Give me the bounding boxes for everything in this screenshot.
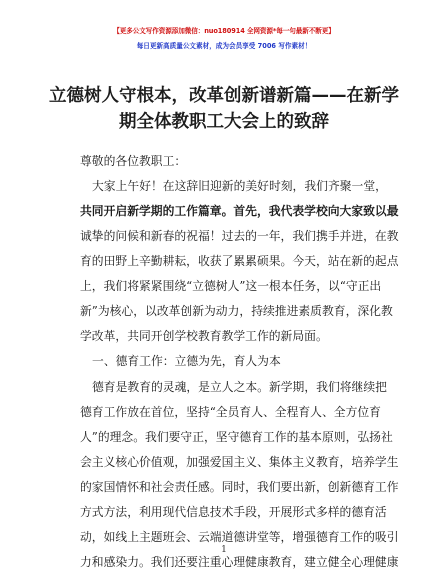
- body-line: 力和感染力。我们还要注重心理健康教育，建立健全心理健康: [80, 555, 399, 569]
- body-line: 新”为核心，以改革创新为动力，持续推进素质教育，深化教: [80, 304, 393, 318]
- salutation: 尊敬的各位教职工：: [80, 154, 187, 168]
- body-line: 会主义核心价值观，加强爱国主义、集体主义教育，培养学生: [80, 455, 399, 469]
- body-line: 方式方法，利用现代信息技术手段，开展形式多样的德育活: [80, 505, 387, 519]
- body-line: 共同开启新学期的工作篇章。首先，我代表学校向大家致以最: [80, 204, 399, 218]
- body-line: 德育工作放在首位，坚持“全员育人、全程育人、全方位育: [80, 405, 381, 419]
- body-line: 动，如线上主题班会、云端道德讲堂等，增强德育工作的吸引: [80, 530, 399, 544]
- page-number: 1: [221, 545, 227, 555]
- body-line: 德育是教育的灵魂，是立人之本。新学期，我们将继续把: [92, 380, 387, 394]
- promo-header-line-2: 每日更新高质量公文素材，成为会员享受 7006 写作素材！: [136, 42, 312, 50]
- document-title-line-2: 期全体教职工大会上的致辞: [119, 112, 329, 132]
- body-line: 学改革，共同开创学校教育教学工作的新局面。: [80, 329, 328, 343]
- body-line: 诚挚的问候和新春的祝福！过去的一年，我们携手并进，在教: [80, 229, 399, 243]
- body-line: 大家上午好！在这辞旧迎新的美好时刻，我们齐聚一堂，: [92, 179, 387, 193]
- body-line: 上，我们将紧紧围绕“立德树人”这一根本任务，以“守正出: [80, 279, 382, 293]
- document-title-line-1: 立德树人守根本，改革创新谱新篇——在新学: [49, 86, 399, 106]
- section-heading: 一、德育工作：立德为先，育人为本: [92, 354, 281, 368]
- body-line: 育的田野上辛勤耕耘，收获了累累硕果。今天，站在新的起点: [80, 254, 399, 268]
- promo-header-line-1: 【更多公文写作资源添加微信：nuo180914 全网资源*每一句最新不断更】: [113, 27, 335, 35]
- body-line: 的家国情怀和社会责任感。同时，我们要出新，创新德育工作: [80, 480, 399, 494]
- body-line: 人”的理念。我们要守正，坚守德育工作的基本原则，弘扬社: [80, 430, 393, 444]
